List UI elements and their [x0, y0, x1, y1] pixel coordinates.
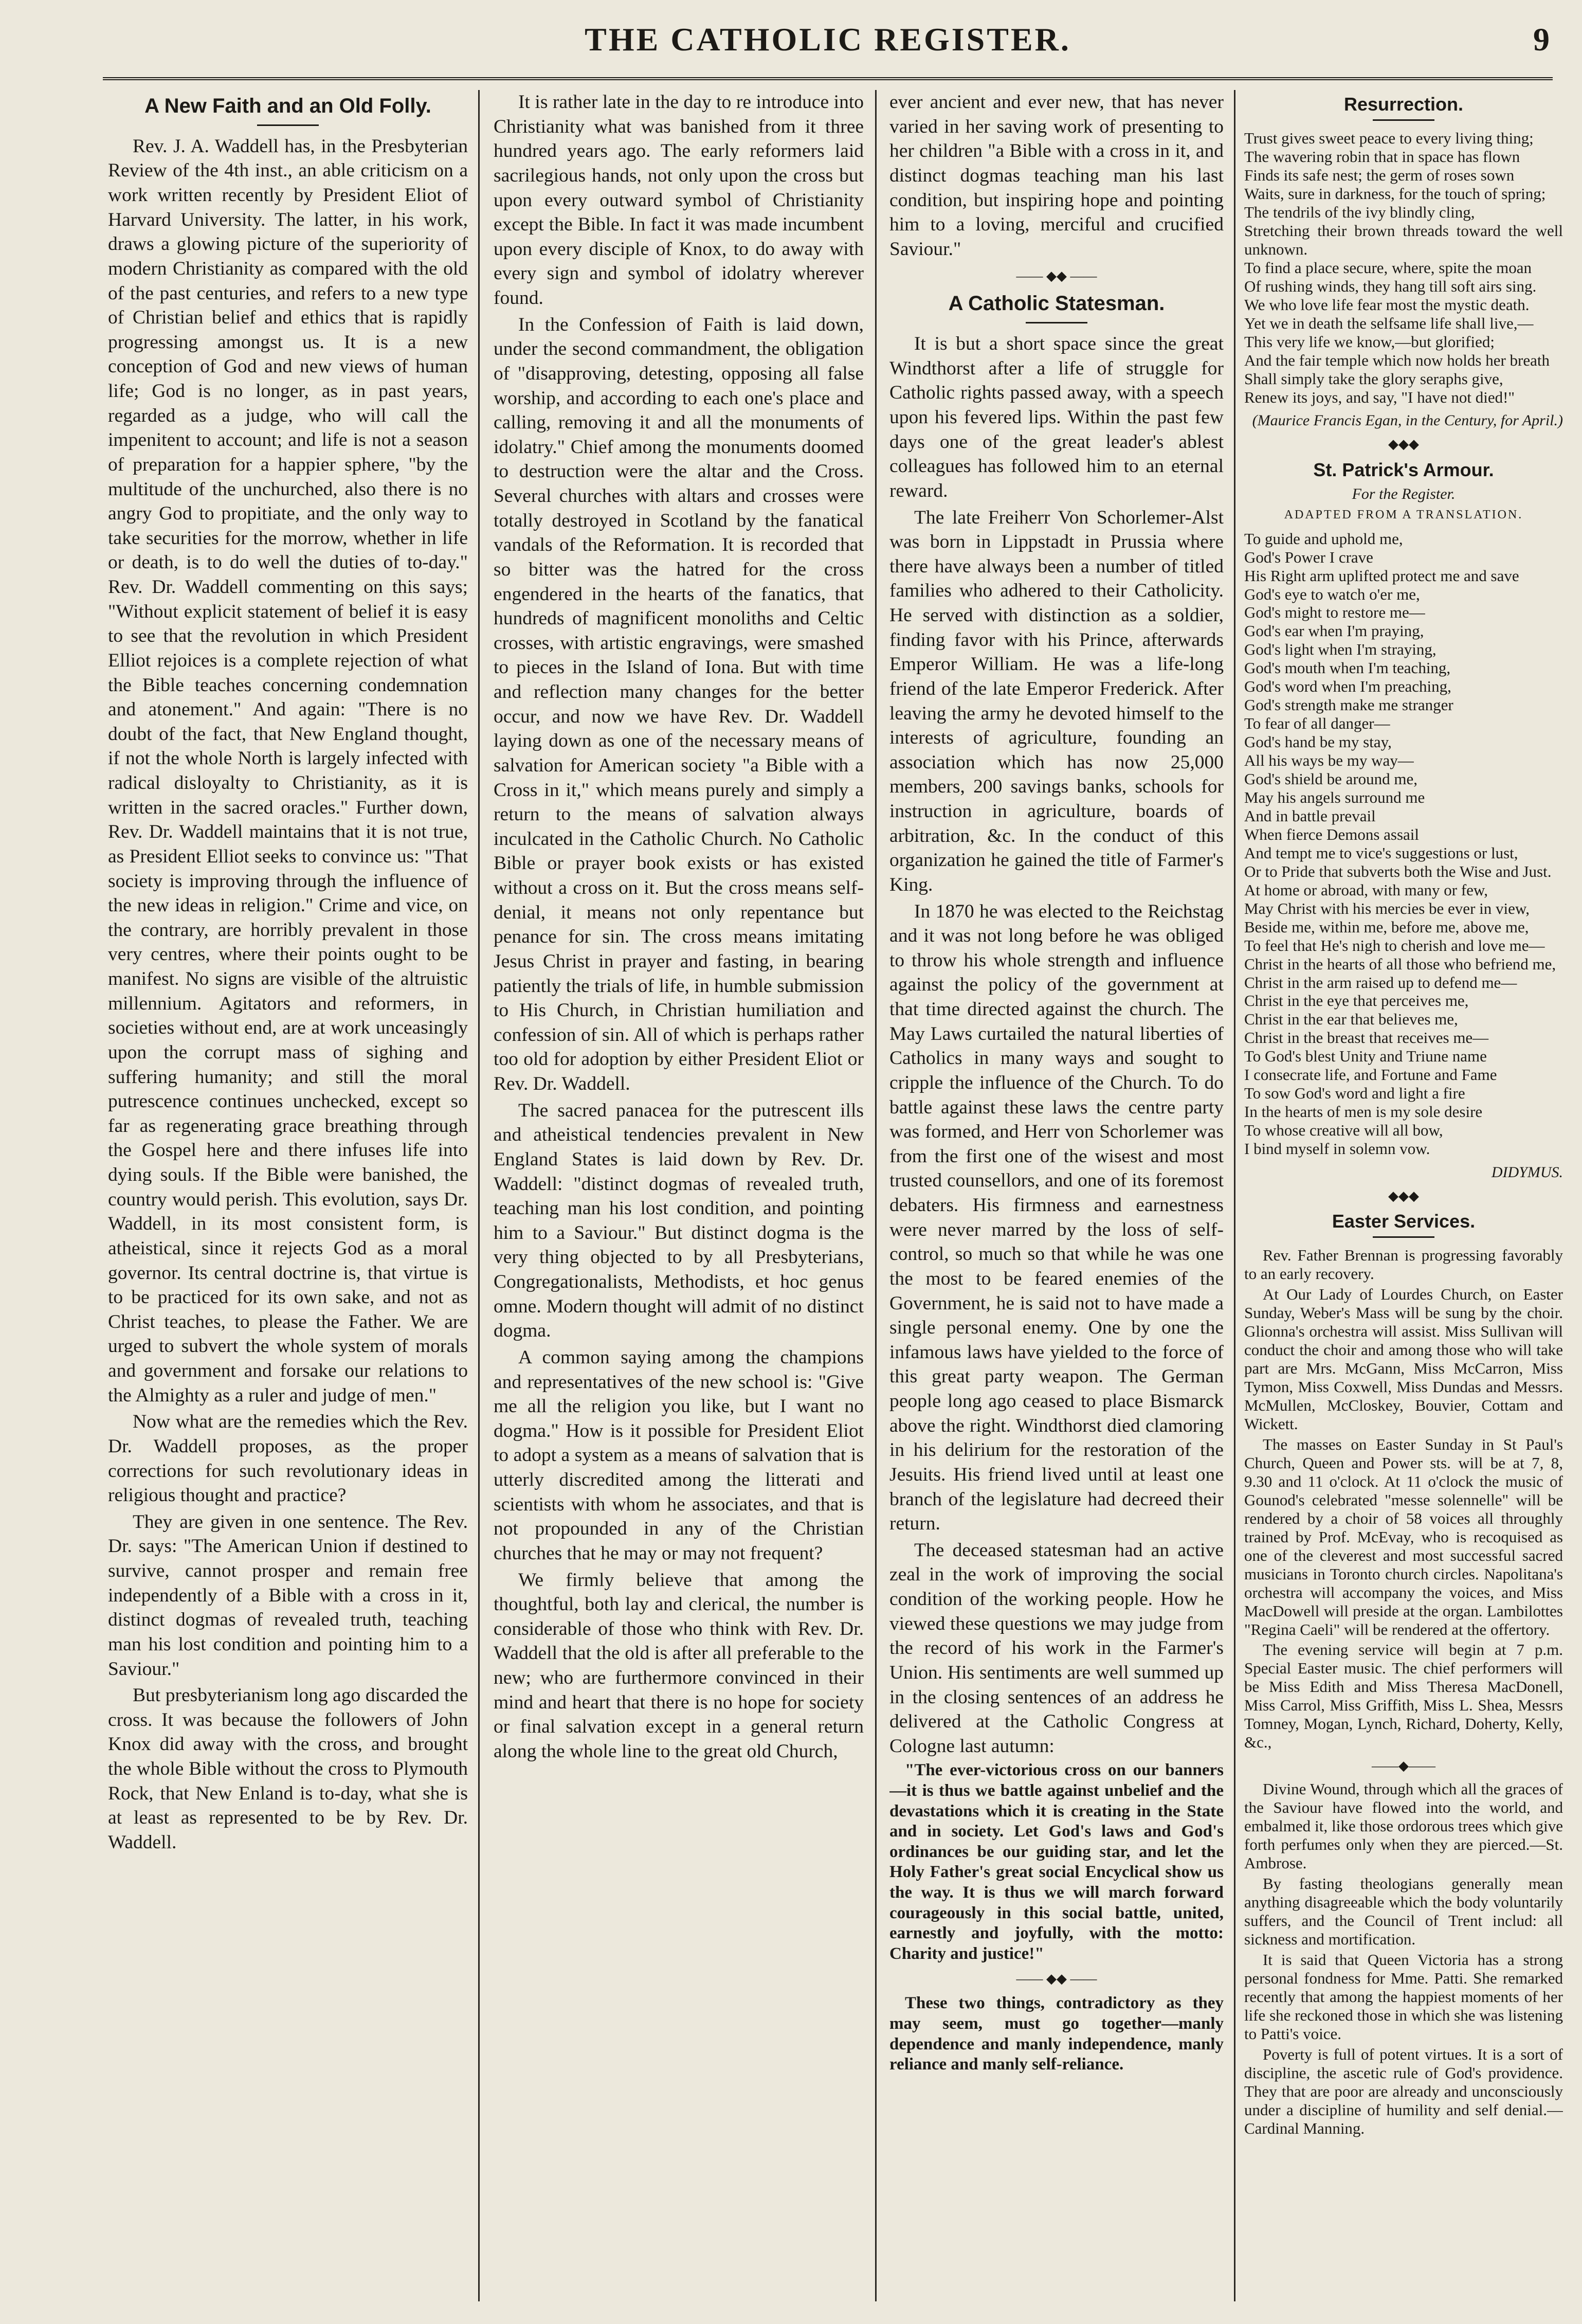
- poem-line: The tendrils of the ivy blindly cling,: [1244, 203, 1475, 221]
- poem-line: To God's blest Unity and Triune name: [1244, 1047, 1487, 1066]
- closing-note: [889, 1993, 1224, 2075]
- poem-line: God's eye to watch o'er me,: [1244, 585, 1420, 603]
- poem-line: At home or abroad, with many or few,: [1244, 880, 1488, 899]
- article-paragraph: Rev. Father Brennan is progressing favorably to an early recovery.: [1244, 1246, 1563, 1283]
- article-paragraph: But presbyterianism long ago discarded the cross. It was because the followers of John Knox did away with the cross, and brought the whole Bible without the cross to Plymouth Rock, that New Enland is to-day, what she is at least as represented to be by Rev. Dr. Waddell.: [108, 1685, 468, 1853]
- poem-heading: St. Patrick's Armour.: [1313, 459, 1494, 480]
- poem-subhead: ADAPTED FROM A TRANSLATION.: [1284, 508, 1523, 521]
- poem-line: To whose creative will all bow,: [1244, 1121, 1443, 1140]
- poem-line: Stretching their brown threads toward the well unknown.: [1244, 221, 1563, 258]
- ornament-divider: —— ◆◆ ——: [1016, 1971, 1097, 1987]
- heading-rule: [257, 124, 319, 126]
- poem-line: God's ear when I'm praying,: [1244, 622, 1424, 640]
- poem-line: God's might to restore me—: [1244, 603, 1425, 622]
- poem-line: Beside me, within me, before me, above me,: [1244, 917, 1529, 936]
- poem-line: I bind myself in solemn vow.: [1244, 1140, 1430, 1158]
- poem-byline: For the Register.: [1352, 485, 1456, 502]
- poem-line: Shall simply take the glory seraphs give,: [1244, 369, 1503, 388]
- block-quote: [889, 1760, 1224, 1964]
- poem-line: And the fair temple which now holds her breath: [1244, 351, 1550, 369]
- heading-rule: [1373, 1236, 1434, 1238]
- masthead: [103, 21, 1553, 80]
- poem-line: And in battle prevail: [1244, 806, 1376, 825]
- column-3: [889, 90, 1224, 2301]
- quote-text: "The ever-victorious cross on our banners—it is thus we battle against unbelief and the devastations which it is creating in the State and in society. Let God's laws and God's ordinances be our guiding star, and let the Holy Father's great social Encyclical show us the way. It is thus we will march forward courageously in this social battle, united, earnestly and joyfully, with the motto: Charity and justice!": [889, 1761, 1224, 1963]
- poem-line: Renew its joys, and say, "I have not died!": [1244, 388, 1515, 406]
- poem-line: In the hearts of men is my sole desire: [1244, 1103, 1483, 1121]
- poem-line: To sow God's word and light a fire: [1244, 1084, 1465, 1103]
- poem-line: God's word when I'm preaching,: [1244, 677, 1451, 696]
- poem-line: We who love life fear most the mystic death.: [1244, 295, 1530, 314]
- poem-line: Christ in the arm raised up to defend me—: [1244, 973, 1517, 992]
- poem-line: To feel that He's nigh to cherish and love me—: [1244, 936, 1545, 954]
- article-paragraph: They are given in one sentence. The Rev. Dr. says: "The American Union if destined to survive, cannot prosper and remain free independently of a Bible with a cross in it, distinct dogmas of revealed truth, teaching man his lost condition and pointing him to a Saviour.": [108, 1511, 468, 1680]
- article-paragraph: It is but a short space since the great Windthorst after a life of struggle for Catholic rights passed away, with a speech upon his fevered lips. Within the past few days one of the great leader's ablest colleagues has followed him to an eternal reward.: [889, 333, 1224, 501]
- poem-line: I consecrate life, and Fortune and Fame: [1244, 1066, 1497, 1084]
- poem-line: Christ in the hearts of all those who befriend me,: [1244, 954, 1556, 973]
- poem-line: Christ in the breast that receives me—: [1244, 1029, 1489, 1047]
- article-paragraph: A common saying among the champions and representatives of the new school is: "Give me all the religion you like, but I want no dogma." How is it possible for President Eliot to adopt a system as a means of salvation that is utterly discredited among the litterati and scientists with whom he associates, and that is not propounded in any of the Christian churches that he may or may not frequent?: [494, 1346, 864, 1564]
- column-rule: [875, 90, 877, 2301]
- column-rule: [1234, 90, 1235, 2301]
- poem-armour: [1244, 530, 1563, 1158]
- poem-line: May Christ with his mercies be ever in view,: [1244, 899, 1530, 917]
- poem-line: To fear of all danger—: [1244, 714, 1390, 733]
- poem-line: Christ in the ear that believes me,: [1244, 1010, 1458, 1029]
- miscellany: [1244, 1780, 1563, 2137]
- poem-line: Of rushing winds, they hang till soft airs sing.: [1244, 277, 1537, 295]
- poem-line: When fierce Demons assail: [1244, 825, 1420, 843]
- poem-line: Finds its safe nest; the germ of roses sown: [1244, 166, 1515, 185]
- closing-text: These two things, contradictory as they may seem, must go together—manly dependence and manly independence, manly reliance and manly self-reliance.: [889, 1994, 1224, 2074]
- ornament-divider: ——◆——: [1372, 1758, 1435, 1774]
- article-paragraph: The masses on Easter Sunday in St Paul's Church, Queen and Power sts. will be at 7, 8, 9.30 and 11 o'clock. At 11 o'clock the music of Gounod's celebrated "messe solennelle" will be rendered by a choir of 58 voices all throughly trained by Prof. McEvay, who is recoquised as one of the cleverest and most successful sacred musicians in Toronto church circles. Napolitana's orchestra will accompany the voices, and Miss MacDowell will preside at the organ. Lambilottes "Regina Caeli" will be rendered at the offertory.: [1244, 1435, 1563, 1638]
- poem-attribution: (Maurice Francis Egan, in the Century, for April.): [1252, 412, 1563, 429]
- misc-paragraph: By fasting theologians generally mean anything disagreeable which the body voluntarily suffers, and the Council of Trent includ: all sickness and mortification.: [1244, 1875, 1563, 1948]
- poem-line: God's light when I'm straying,: [1244, 640, 1436, 659]
- poem-signature: DIDYMUS.: [1491, 1164, 1563, 1181]
- ornament-divider: —— ◆◆ ——: [1016, 268, 1097, 284]
- article-heading: A Catholic Statesman.: [948, 292, 1165, 315]
- poem-line: Yet we in death the selfsame life shall live,—: [1244, 314, 1534, 332]
- newspaper-title: THE CATHOLIC REGISTER.: [585, 21, 1071, 58]
- poem-line: God's shield be around me,: [1244, 770, 1418, 788]
- poem-line: God's strength make me stranger: [1244, 696, 1453, 714]
- ornament-divider: ◆◆◆: [1388, 1188, 1419, 1204]
- poem-line: All his ways be my way—: [1244, 751, 1414, 770]
- misc-paragraph: Divine Wound, through which all the graces of the Saviour have flowed into the world, and embalmed it, like those ordorous trees which give forth perfumes only when they are pierced.—St. Ambrose.: [1244, 1780, 1563, 1872]
- article-paragraph: In the Confession of Faith is laid down, under the second commandment, the obligation of "disapproving, detesting, opposing all false worship, and according to each one's place and calling, removing it and all the monuments of idolatry." Chief among the monuments doomed to destruction were the altar and the Cross. Several churches with altars and crosses were totally destroyed in Scotland by the fanatical vandals of the Reformation. It is recorded that so bitter was the hatred for the cross engendered in the hearts of the fanatics, that hundreds of magnificent monoliths and Celtic crosses, with artistic engravings, were smashed to pieces in the Island of Iona. But with time and reflection many changes for the better occur, and now we have Rev. Dr. Waddell laying down as one of the necessary means of salvation for American society "a Bible with a Cross in it," which means purely and simply a return to the means of salvation always inculcated in the Catholic Church. No Catholic Bible or prayer book exists or has existed without a cross on it. But the cross means self-denial, it means not only repentance but penance for sin. The cross means imitating Jesus Christ in prayer and fasting, in bearing patiently the trials of life, in humble submission to His Church, in Christian humiliation and confession of sin. All of which is perhaps rather too old for adoption by either President Eliot or Rev. Dr. Waddell.: [494, 314, 864, 1094]
- easter-services: [1244, 1246, 1563, 1752]
- article-heading: Easter Services.: [1332, 1211, 1476, 1232]
- poem-line: And tempt me to vice's suggestions or lust,: [1244, 843, 1518, 862]
- column-4: [1244, 90, 1563, 2301]
- article-paragraph: Now what are the remedies which the Rev. Dr. Waddell proposes, as the proper corrections for such revolutionary ideas in religious thought and practice?: [108, 1411, 468, 1506]
- article-paragraph: The evening service will begin at 7 p.m. Special Easter music. The chief performers will be Miss Edith and Miss Theresa MacDonell, Miss Carrol, Miss Griffith, Miss L. Shea, Messrs Tomney, Mogan, Lynch, Richard, Doherty, Kelly, &c.,: [1244, 1641, 1563, 1752]
- poem-line: To guide and uphold me,: [1244, 529, 1403, 548]
- poem-heading: Resurrection.: [1343, 94, 1464, 115]
- article-paragraph: The deceased statesman had an active zeal in the work of improving the social condition of the working people. How he viewed these questions we may judge from the record of his work in the Farmer's Union. His sentiments are well summed up in the closing sentences of an address he delivered at the Catholic Congress at Cologne last autumn:: [889, 1539, 1224, 1757]
- heading-rule: [1026, 322, 1087, 323]
- poem-line: Or to Pride that subverts both the Wise and Just.: [1244, 862, 1552, 880]
- article-paragraph: Rev. J. A. Waddell has, in the Presbyterian Review of the 4th inst., an able criticism on a work written recently by President Eliot of Harvard University. The latter, in his work, draws a glowing picture of the superiority of modern Christianity as compared with the old of the past centuries, and refers to a new type of Christian belief and ethics that is rapidly progressing amongst us. It is a new conception of God and new views of human life; God is no longer, as in past years, regarded as a judge, who will call the impenitent to account; and life is not a season of preparation for a happier sphere, "by the multitude of the unchurched, also there is no angry God to propitiate, and the only way to take securities for the morrow, whether in life or death, is to do well the duties of to-day." Rev. Dr. Waddell commenting on this says; "Without explicit statement of belief it is easy to see that the revolution in which President Elliot rejoices is a complete rejection of what the Bible teaches concerning condemnation and atonement." And again: "There is no doubt of the fact, that New England thought, if not the whole North is largely infected with radical disloyalty to Christianity, as it is written in the sacred oracles." Further down, Rev. Dr. Waddell maintains that it is not true, as President Elliot seeks to convince us: "That society is improving through the influence of the new ideas in religion." Crime and vice, on the contrary, are horribly prevalent in those very centres, where their points ought to be manifest. No signs are visible of the altruistic millennium. Agitators and reformers, in societies without end, are at work unceasingly upon the corrupt mass of sighing and suffering humanity; and still the moral putrescence continues unchecked, except so far as regenerating grace breathing through the Gospel here and there infuses life into dying souls. If the Bible were banished, the country would perish. This evolution, says Dr. Waddell, in its most consistent form, is atheistical, since it rejects God as a moral governor. Its central doctrine is, that virtue is to be practiced for its own sake, and not as Christ teaches, to please the Father. We are urged to subvert the whole system of morals and government and forsake our relations to the Almighty as a ruler and judge of men.": [108, 135, 468, 1406]
- poem-line: The wavering robin that in space has flown: [1244, 148, 1520, 166]
- poem-line: God's mouth when I'm teaching,: [1244, 659, 1451, 677]
- poem-line: God's Power I crave: [1244, 548, 1373, 566]
- article-paragraph: We firmly believe that among the thoughtful, both lay and clerical, the number is considerable of those who think with Rev. Dr. Waddell that the old is after all preferable to the new; who are furthermore convinced in their mind and heart that there is no hope for society or final salvation except in a general return along the whole line to the great old Church,: [494, 1569, 864, 1762]
- article-heading: A New Faith and an Old Folly.: [144, 95, 431, 117]
- poem-line: This very life we know,—but glorified;: [1244, 332, 1495, 351]
- poem-resurrection: [1244, 129, 1563, 406]
- poem-line: May his angels surround me: [1244, 788, 1425, 806]
- article-paragraph: At Our Lady of Lourdes Church, on Easter Sunday, Weber's Mass will be sung by the choir. Glionna's orchestra will assist. Miss Sullivan will conduct the choir and among those who will take part are Mrs. McGann, Miss McCarron, Miss Tymon, Miss Coxwell, Miss Dundas and Messrs. McMullen, McCloskey, Bouvier, Cottam and Wickett.: [1244, 1285, 1563, 1433]
- poem-line: Christ in the eye that perceives me,: [1244, 992, 1469, 1010]
- poem-line: Trust gives sweet peace to every living thing;: [1244, 129, 1534, 148]
- article-paragraph: The sacred panacea for the putrescent ills and atheistical tendencies prevalent in New England States is laid down by Rev. Dr. Waddell: "distinct dogmas of revealed truth, teaching man his lost condition, and pointing him to a Saviour." But distinct dogma is the very thing objected to by all Presbyterians, Congregationalists, Methodists, et hoc genus omne. Modern thought will admit of no distinct dogma.: [494, 1100, 864, 1342]
- column-rule: [478, 90, 480, 2301]
- column-2: [494, 90, 864, 2301]
- ornament-divider: ◆◆◆: [1388, 437, 1419, 452]
- article-paragraph: The late Freiherr Von Schorlemer-Alst was born in Lippstadt in Prussia where there have always been a number of titled families who adhered to their Catholicity. He served with distinction as a soldier, finding favor with his Prince, afterwards Emperor William. He was a life-long friend of the late Emperor Frederick. After leaving the army he devoted himself to the interests of agriculture, founding an association which has now 25,000 members, 200 savings banks, schools for instruction in agriculture, boards of arbitration, &c. In the conduct of this organization he gained the title of Farmer's King.: [889, 507, 1224, 895]
- poem-line: Waits, sure in darkness, for the touch of spring;: [1244, 185, 1546, 203]
- poem-line: His Right arm uplifted protect me and save: [1244, 566, 1519, 585]
- poem-line: God's hand be my stay,: [1244, 733, 1392, 751]
- column-1: [108, 90, 468, 2301]
- article-paragraph: It is rather late in the day to re introduce into Christianity what was banished from it three hundred years ago. The early reformers laid sacrilegious hands, not only upon the cross but upon every outward symbol of Christianity except the Bible. In fact it was made incumbent upon every disciple of Knox, to do away with every sign and symbol of idolatry wherever found.: [494, 92, 864, 309]
- article-paragraph: ever ancient and ever new, that has never varied in her saving work of presenting to her children "a Bible with a cross in it, and distinct dogmas teaching man his last condition, but inspiring hope and pointing him to a loving, merciful and crucified Saviour.": [889, 92, 1224, 260]
- misc-paragraph: Poverty is full of potent virtues. It is a sort of discipline, the ascetic rule of God's providence. They that are poor are already and unconsciously under a discipline of humility and self denial.—Cardinal Manning.: [1244, 2045, 1563, 2137]
- page-number: 9: [1533, 21, 1550, 58]
- article-paragraph: In 1870 he was elected to the Reichstag and it was not long before he was obliged to throw his whole strength and influence against the policy of the government at that time directed against the church. The May Laws curtailed the natural liberties of Catholics in many ways and sought to cripple the influence of the Church. To do battle against these laws the centre party was formed, and Herr von Schorlemer was from the first one of the wisest and most trusted counsellors, and one of its foremost debaters. His firmness and earnestness were never marred by the loss of self-control, so much so that while he was one the most to be feared enemies of the Government, he is said not to have made a single personal enemy. One by one the infamous laws have yielded to the force of this great party weapon. The German people long ago ceased to place Bismarck above the right. Windthorst died clamoring in his delirium for the restoration of the Jesuits. His friend lived until at least one branch of the legislature had decreed their return.: [889, 900, 1224, 1535]
- heading-rule: [1373, 119, 1434, 121]
- poem-line: To find a place secure, where, spite the moan: [1244, 258, 1532, 277]
- misc-paragraph: It is said that Queen Victoria has a strong personal fondness for Mme. Patti. She remarked recently that among the happiest moments of her life she reckoned those in which she was listening to Patti's voice.: [1244, 1950, 1563, 2043]
